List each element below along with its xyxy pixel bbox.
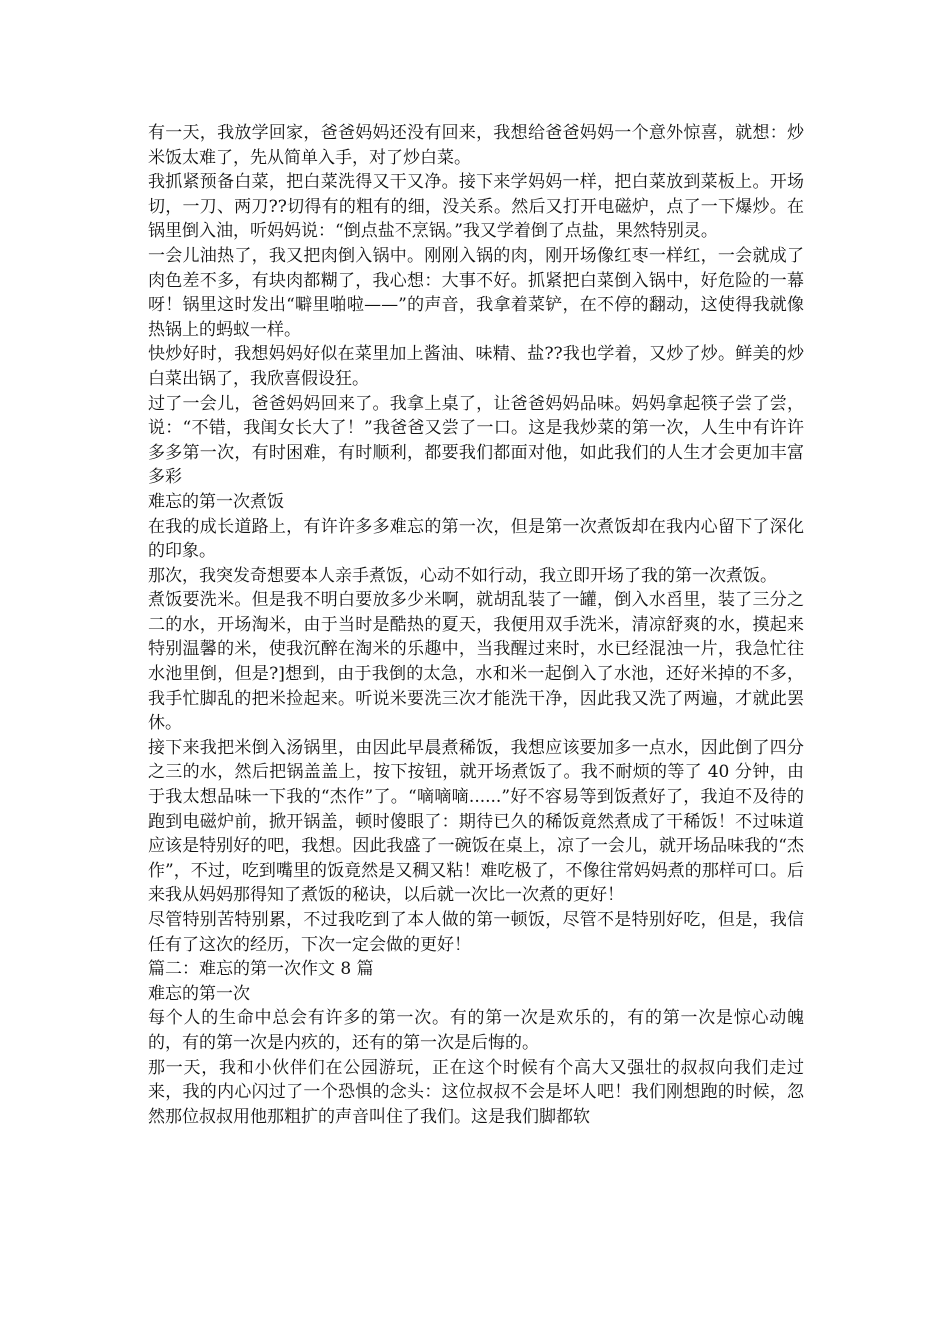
section-title-first-time: 难忘的第一次: [148, 983, 250, 1004]
section-title-cooking-rice: 难忘的第一次煮饭: [148, 491, 284, 512]
paragraph-10: 尽管特别苦特别累，不过我吃到了本人做的第一顿饭，尽管不是特别好吃，但是，我信任有了这次的经历，下次一定会做的更好！: [148, 910, 804, 955]
paragraph-5: 过了一会儿，爸爸妈妈回来了。我拿上桌了，让爸爸妈妈品味。妈妈拿起筷子尝了尝，说：“不错，我闺女长大了！”我爸爸又尝了一口。这是我炒菜的第一次，人生中有许许多多第一次，有时困难，有时顺利，都要我们都面对他，如此我们的人生才会更加丰富多彩: [148, 393, 804, 488]
document-body: [148, 121, 804, 1129]
paragraph-11: 每个人的生命中总会有许多的第一次。有的第一次是欢乐的，有的第一次是惊心动魄的，有的第一次是内疚的，还有的第一次是后悔的。: [148, 1008, 804, 1053]
paragraph-12: 那一天，我和小伙伴们在公园游玩，正在这个时候有个高大又强壮的叔叔向我们走过来，我的内心闪过了一个恐惧的念头：这位叔叔不会是坏人吧！我们刚想跑的时候，忽然那位叔叔用他那粗扩的声音叫住了我们。这是我们脚都软: [148, 1057, 804, 1127]
paragraph-6: 在我的成长道路上，有许许多多难忘的第一次，但是第一次煮饭却在我内心留下了深化的印象。: [148, 516, 804, 562]
paragraph-3: 一会儿油热了，我又把肉倒入锅中。刚刚入锅的肉，刚开场像红枣一样红，一会就成了肉色差不多，有块肉都糊了，我心想：大事不好。抓紧把白菜倒入锅中，好危险的一幕呀！锅里这时发出“噼里啪啦——”的声音，我拿着菜铲，在不停的翻动，这使得我就像热锅上的蚂蚁一样。: [148, 245, 804, 340]
paragraph-9: 接下来我把米倒入汤锅里，由因此早晨煮稀饭，我想应该要加多一点水，因此倒了四分之三的水，然后把锅盖盖上，按下按钮，就开场煮饭了。我不耐烦的等了 40 分钟，由于我太想品味一下我的“杰作”了。“嘀嘀嘀......”好不容易等到饭煮好了，我迫不及待的跑到电磁炉前，掀开锅盖，顿时傻眼了：期待已久的稀饭竟然煮成了干稀饭！不过味道应该是特别好的吧，我想。因此我盛了一碗饭在桌上，凉了一会儿，就开场品味我的“杰作”，不过，吃到嘴里的饭竟然是又稠又粘！难吃极了，不像往常妈妈煮的那样可口。后来我从妈妈那得知了煮饭的秘诀，以后就一次比一次煮的更好！: [148, 737, 804, 906]
paragraph-4: 快炒好时，我想妈妈好似在菜里加上酱油、味精、盐??我也学着，又炒了炒。鲜美的炒白菜出锅了，我欣喜假设狂。: [148, 344, 804, 389]
paragraph-2: 我抓紧预备白菜，把白菜洗得又干又净。接下来学妈妈一样，把白菜放到菜板上。开场切，一刀、两刀??切得有的粗有的细，没关系。然后又打开电磁炉，点了一下爆炒。在锅里倒入油，听妈妈说：“倒点盐不烹锅。”我又学着倒了点盐，果然特别灵。: [148, 172, 804, 242]
chapter-title-part-two: 篇二：难忘的第一次作文 8 篇: [148, 959, 374, 980]
paragraph-8: 煮饭要洗米。但是我不明白要放多少米啊，就胡乱装了一罐，倒入水舀里，装了三分之二的水，开场淘米，由于当时是酷热的夏天，我便用双手洗米，清凉舒爽的水，摸起来特别温馨的米，使我沉醉在淘米的乐趣中，当我醒过来时，水已经混浊一片，我急忙往水池里倒，但是?]想到，由于我倒的太急，水和米一起倒入了水池，还好米掉的不多，我手忙脚乱的把米捡起来。听说米要洗三次才能洗干净，因此我又洗了两遍，才就此罢休。: [148, 590, 804, 734]
paragraph-1: 有一天，我放学回家，爸爸妈妈还没有回来，我想给爸爸妈妈一个意外惊喜，就想：炒米饭太难了，先从简单入手，对了炒白菜。: [148, 123, 804, 168]
paragraph-7: 那次，我突发奇想要本人亲手煮饭，心动不如行动，我立即开场了我的第一次煮饭。: [148, 565, 777, 586]
